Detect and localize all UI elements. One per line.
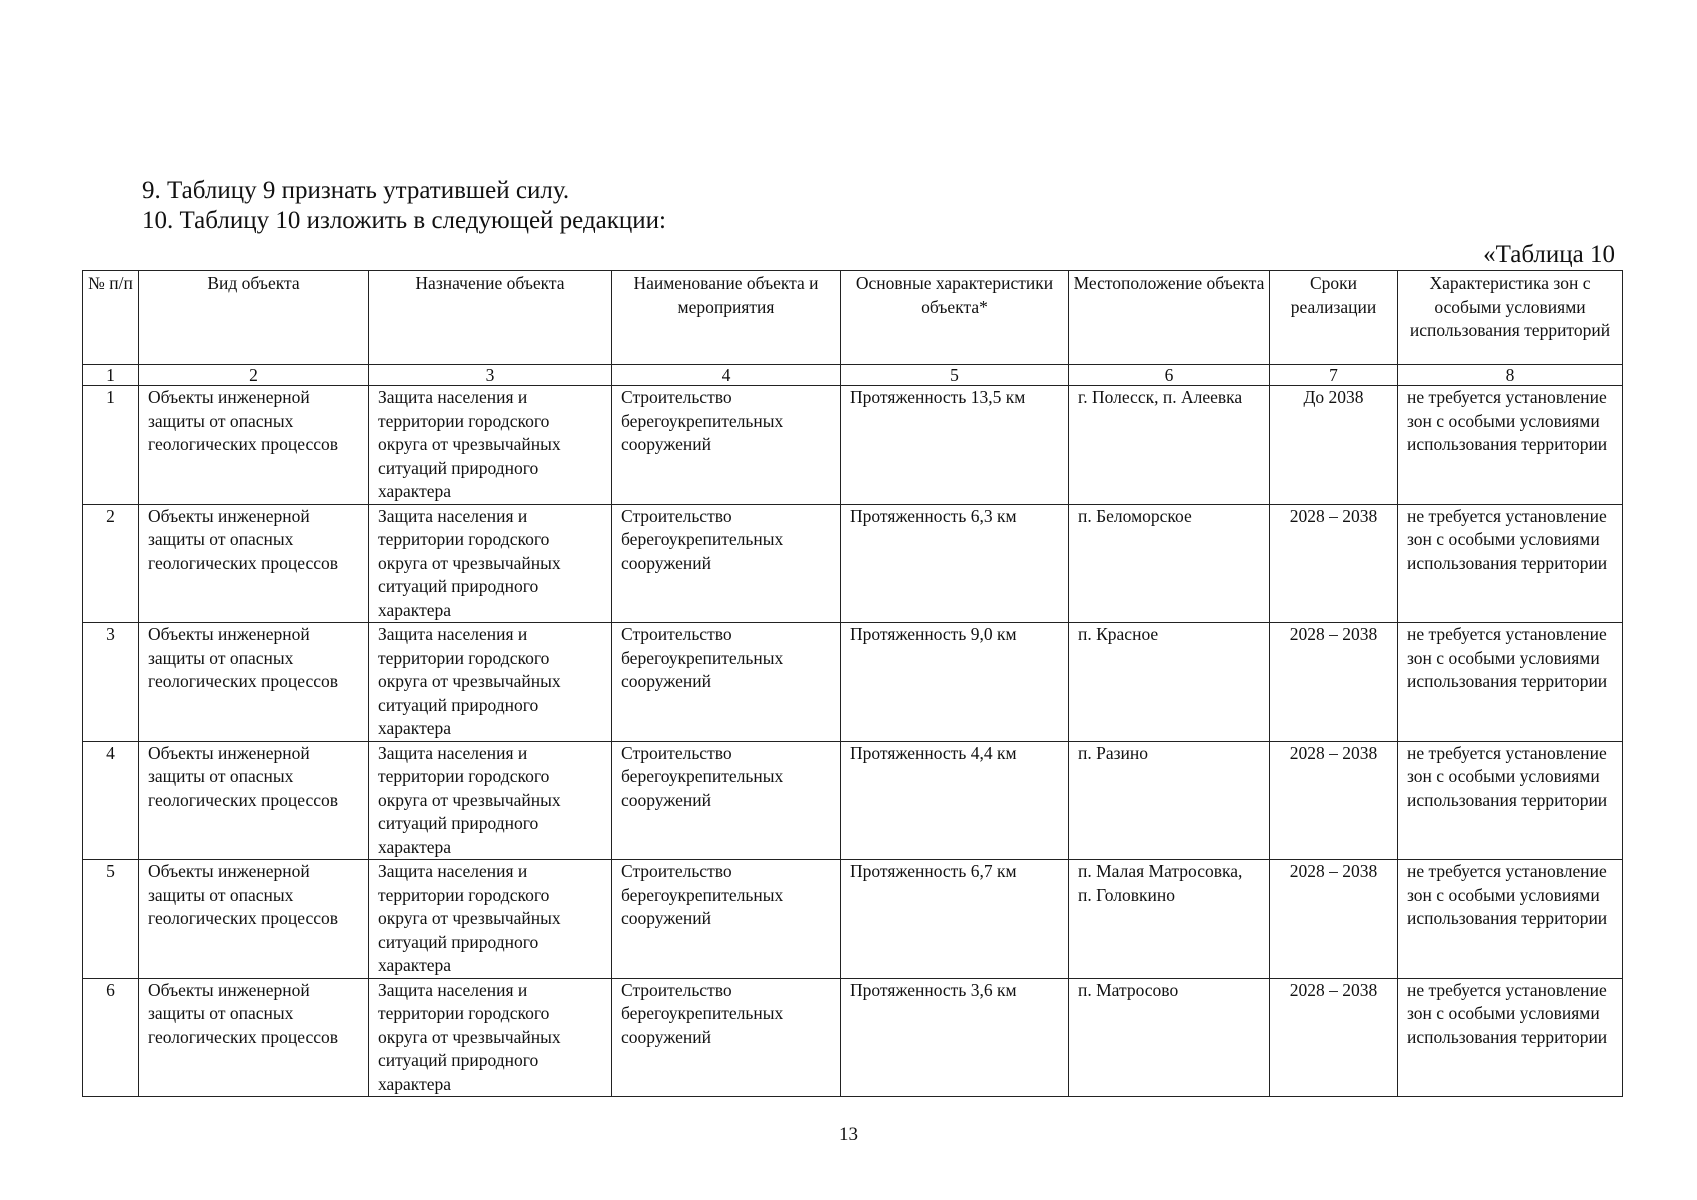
column-number: 7 — [1270, 365, 1398, 386]
table-row — [83, 741, 1623, 860]
cell-location: г. Полесск, п. Алеевка — [1069, 386, 1270, 505]
header-cell-object-type: Вид объекта — [139, 271, 369, 365]
cell-characteristics: Протяженность 4,4 км — [841, 741, 1069, 860]
cell-number: 3 — [83, 623, 139, 742]
cell-object-name: Строительство берегоукрепительных сооружений — [612, 860, 841, 979]
cell-zones: не требуется установление зон с особыми условиями использования территории — [1398, 504, 1623, 623]
column-number: 4 — [612, 365, 841, 386]
cell-characteristics: Протяженность 6,3 км — [841, 504, 1069, 623]
column-number: 6 — [1069, 365, 1270, 386]
cell-location: п. Матросово — [1069, 978, 1270, 1097]
cell-purpose: Защита населения и территории городского округа от чрезвычайных ситуаций природного характера — [369, 860, 612, 979]
cell-number: 1 — [83, 386, 139, 505]
cell-characteristics: Протяженность 9,0 км — [841, 623, 1069, 742]
header-cell-object-name: Наименование объекта и мероприятия — [612, 271, 841, 365]
paragraph-item-10: 10. Таблицу 10 изложить в следующей редакции: — [142, 207, 666, 234]
cell-zones: не требуется установление зон с особыми условиями использования территории — [1398, 623, 1623, 742]
cell-purpose: Защита населения и территории городского округа от чрезвычайных ситуаций природного характера — [369, 504, 612, 623]
column-number: 1 — [83, 365, 139, 386]
cell-zones: не требуется установление зон с особыми условиями использования территории — [1398, 860, 1623, 979]
cell-location: п. Разино — [1069, 741, 1270, 860]
cell-purpose: Защита населения и территории городского округа от чрезвычайных ситуаций природного характера — [369, 978, 612, 1097]
column-number: 5 — [841, 365, 1069, 386]
cell-period: 2028 – 2038 — [1270, 741, 1398, 860]
cell-number: 2 — [83, 504, 139, 623]
header-cell-characteristics: Основные характеристики объекта* — [841, 271, 1069, 365]
column-number: 8 — [1398, 365, 1623, 386]
table-caption: «Таблица 10 — [1483, 241, 1615, 268]
cell-purpose: Защита населения и территории городского округа от чрезвычайных ситуаций природного характера — [369, 623, 612, 742]
cell-object-type: Объекты инженерной защиты от опасных геологических процессов — [139, 860, 369, 979]
page-number: 13 — [839, 1124, 858, 1145]
column-number: 3 — [369, 365, 612, 386]
cell-object-type: Объекты инженерной защиты от опасных геологических процессов — [139, 978, 369, 1097]
cell-period: 2028 – 2038 — [1270, 860, 1398, 979]
header-cell-zones: Характеристика зон с особыми условиями использования территорий — [1398, 271, 1623, 365]
header-cell-purpose: Назначение объекта — [369, 271, 612, 365]
cell-period: 2028 – 2038 — [1270, 504, 1398, 623]
cell-zones: не требуется установление зон с особыми условиями использования территории — [1398, 978, 1623, 1097]
cell-period: 2028 – 2038 — [1270, 978, 1398, 1097]
cell-period: До 2038 — [1270, 386, 1398, 505]
cell-location: п. Беломорское — [1069, 504, 1270, 623]
cell-object-name: Строительство берегоукрепительных сооружений — [612, 978, 841, 1097]
cell-purpose: Защита населения и территории городского округа от чрезвычайных ситуаций природного характера — [369, 386, 612, 505]
cell-object-name: Строительство берегоукрепительных сооружений — [612, 504, 841, 623]
cell-zones: не требуется установление зон с особыми условиями использования территории — [1398, 386, 1623, 505]
table-row — [83, 860, 1623, 979]
table-row — [83, 623, 1623, 742]
cell-object-name: Строительство берегоукрепительных сооружений — [612, 623, 841, 742]
cell-purpose: Защита населения и территории городского округа от чрезвычайных ситуаций природного характера — [369, 741, 612, 860]
cell-object-type: Объекты инженерной защиты от опасных геологических процессов — [139, 504, 369, 623]
cell-period: 2028 – 2038 — [1270, 623, 1398, 742]
paragraph-item-9: 9. Таблицу 9 признать утратившей силу. — [142, 177, 570, 204]
table-row — [83, 504, 1623, 623]
cell-location: п. Красное — [1069, 623, 1270, 742]
objects-table — [82, 270, 1623, 1097]
cell-zones: не требуется установление зон с особыми условиями использования территории — [1398, 741, 1623, 860]
cell-characteristics: Протяженность 13,5 км — [841, 386, 1069, 505]
header-cell-number: № п/п — [83, 271, 139, 365]
column-number: 2 — [139, 365, 369, 386]
cell-number: 4 — [83, 741, 139, 860]
cell-location: п. Малая Матросовка, п. Головкино — [1069, 860, 1270, 979]
header-cell-period: Сроки реализации — [1270, 271, 1398, 365]
cell-characteristics: Протяженность 6,7 км — [841, 860, 1069, 979]
cell-characteristics: Протяженность 3,6 км — [841, 978, 1069, 1097]
cell-object-type: Объекты инженерной защиты от опасных геологических процессов — [139, 741, 369, 860]
header-cell-location: Местоположение объекта — [1069, 271, 1270, 365]
column-number-row — [83, 365, 1623, 386]
cell-object-name: Строительство берегоукрепительных сооружений — [612, 741, 841, 860]
cell-number: 5 — [83, 860, 139, 979]
table-row — [83, 386, 1623, 505]
cell-object-type: Объекты инженерной защиты от опасных геологических процессов — [139, 623, 369, 742]
cell-number: 6 — [83, 978, 139, 1097]
cell-object-type: Объекты инженерной защиты от опасных геологических процессов — [139, 386, 369, 505]
table-header-row — [83, 271, 1623, 365]
table-row — [83, 978, 1623, 1097]
cell-object-name: Строительство берегоукрепительных сооружений — [612, 386, 841, 505]
